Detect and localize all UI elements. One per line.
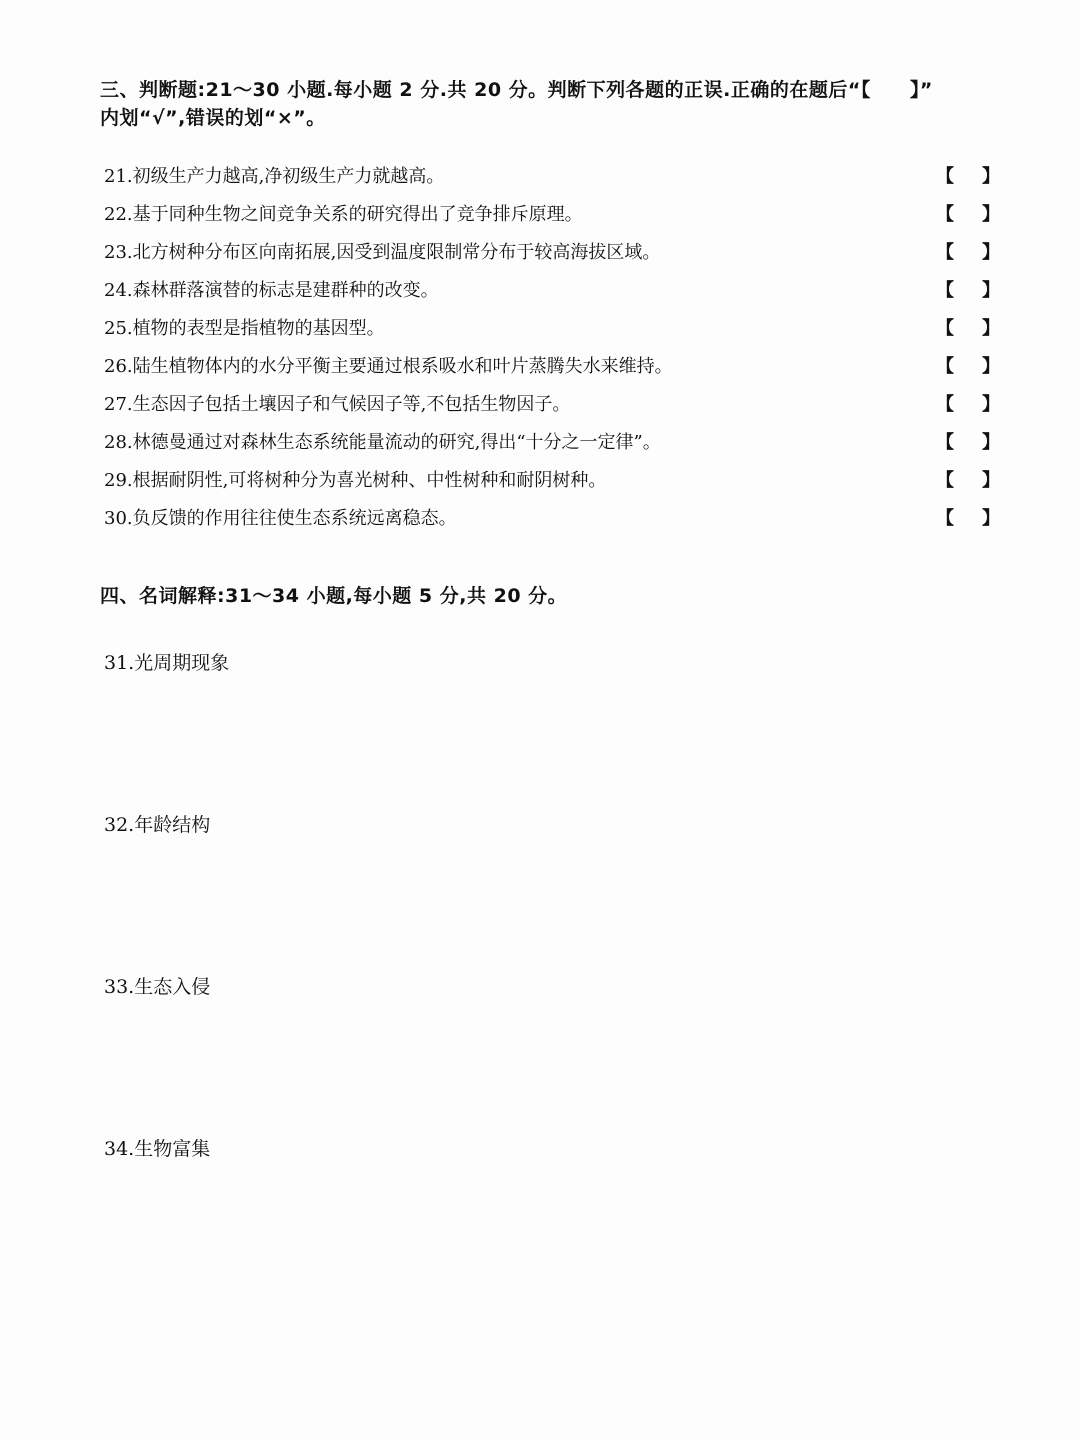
answer-bracket-27[interactable] <box>936 390 1000 420</box>
question-text: 植物的表型是指植物的基因型。 <box>132 318 385 339</box>
answer-bracket-24[interactable] <box>936 276 1000 306</box>
bracket-right: 】 <box>982 470 1000 491</box>
question-text: 森林群落演替的标志是建群种的改变。 <box>132 280 439 301</box>
question-24 <box>104 276 1004 314</box>
section-3-heading-bracket: 【 】 <box>860 79 920 101</box>
question-number: 29. <box>104 470 133 491</box>
question-text: 林德曼通过对森林生态系统能量流动的研究,得出“十分之一定律”。 <box>132 432 661 453</box>
question-25 <box>104 314 1004 352</box>
term-31: 31.光周期现象 <box>104 652 230 674</box>
term-33: 33.生态入侵 <box>104 976 211 998</box>
question-text: 陆生植物体内的水分平衡主要通过根系吸水和叶片蒸腾失水来维持。 <box>132 356 673 377</box>
question-number: 30. <box>104 508 133 529</box>
bracket-left: 【 <box>936 166 954 187</box>
answer-bracket-29[interactable] <box>936 466 1000 496</box>
section-3-heading <box>100 76 933 104</box>
answer-bracket-25[interactable] <box>936 314 1000 344</box>
section-3-heading-line2: 内划“√”,错误的划“×”。 <box>100 107 326 129</box>
question-text: 基于同种生物之间竞争关系的研究得出了竞争排斥原理。 <box>132 204 583 225</box>
question-text: 生态因子包括土壤因子和气候因子等,不包括生物因子。 <box>132 394 571 415</box>
question-27 <box>104 390 1004 428</box>
bracket-left: 【 <box>936 356 954 377</box>
answer-bracket-28[interactable] <box>936 428 1000 458</box>
bracket-left: 【 <box>936 394 954 415</box>
bracket-left: 【 <box>936 280 954 301</box>
bracket-left: 【 <box>936 204 954 225</box>
question-text: 北方树种分布区向南拓展,因受到温度限制常分布于较高海拔区域。 <box>132 242 661 263</box>
question-text: 负反馈的作用往往使生态系统远离稳态。 <box>132 508 457 529</box>
bracket-right: 】 <box>982 242 1000 263</box>
question-23 <box>104 238 1004 276</box>
bracket-left: 【 <box>936 242 954 263</box>
question-number: 26. <box>104 356 133 377</box>
question-number: 24. <box>104 280 133 301</box>
question-text: 初级生产力越高,净初级生产力就越高。 <box>132 166 445 187</box>
bracket-right: 】 <box>982 318 1000 339</box>
question-21 <box>104 162 1004 200</box>
section-3-heading-text: 三、判断题:21～30 小题.每小题 2 分.共 20 分。判断下列各题的正误.正确的在题后“ <box>100 79 861 101</box>
section-4-heading: 四、名词解释:31～34 小题,每小题 5 分,共 20 分。 <box>100 585 568 607</box>
question-number: 27. <box>104 394 133 415</box>
bracket-left: 【 <box>936 470 954 491</box>
answer-bracket-26[interactable] <box>936 352 1000 382</box>
bracket-left: 【 <box>936 508 954 529</box>
bracket-left: 【 <box>936 318 954 339</box>
question-number: 28. <box>104 432 133 453</box>
question-number: 21. <box>104 166 133 187</box>
bracket-right: 】 <box>982 166 1000 187</box>
question-number: 22. <box>104 204 133 225</box>
bracket-left: 【 <box>936 432 954 453</box>
answer-bracket-23[interactable] <box>936 238 1000 268</box>
question-number: 23. <box>104 242 133 263</box>
bracket-right: 】 <box>982 204 1000 225</box>
bracket-right: 】 <box>982 394 1000 415</box>
answer-bracket-21[interactable] <box>936 162 1000 192</box>
bracket-right: 】 <box>982 508 1000 529</box>
true-false-list <box>104 162 1004 542</box>
question-29 <box>104 466 1004 504</box>
term-32: 32.年龄结构 <box>104 814 211 836</box>
question-30 <box>104 504 1004 542</box>
question-22 <box>104 200 1004 238</box>
bracket-right: 】 <box>982 356 1000 377</box>
question-number: 25. <box>104 318 133 339</box>
question-28 <box>104 428 1004 466</box>
answer-bracket-22[interactable] <box>936 200 1000 230</box>
bracket-right: 】 <box>982 432 1000 453</box>
bracket-right: 】 <box>982 280 1000 301</box>
question-26 <box>104 352 1004 390</box>
section-3-heading-close-quote: ” <box>919 79 933 101</box>
question-text: 根据耐阴性,可将树种分为喜光树种、中性树种和耐阴树种。 <box>132 470 607 491</box>
term-34: 34.生物富集 <box>104 1138 211 1160</box>
answer-bracket-30[interactable] <box>936 504 1000 534</box>
